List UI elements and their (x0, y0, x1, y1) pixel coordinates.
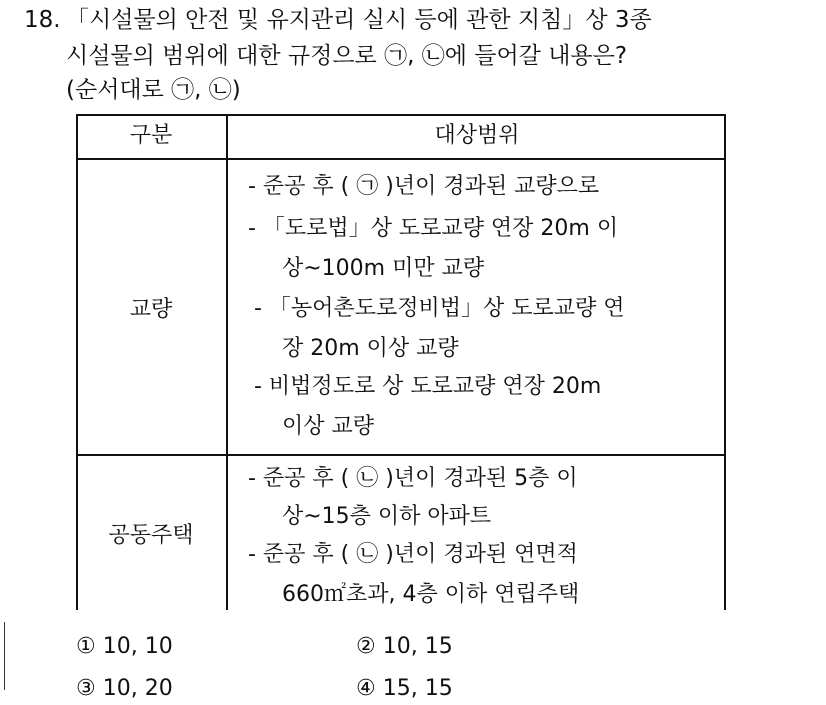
range-line: - 준공 후 ( ㉠ )년이 경과된 교량으로 (248, 174, 600, 199)
range-line: 장 20m 이상 교량 (282, 336, 459, 361)
question-text-line-3: (순서대로 ㉠, ㉡) (66, 77, 241, 103)
range-line: 상~15층 이하 아파트 (282, 504, 492, 529)
answer-choice-4[interactable]: ④ 15, 15 (356, 676, 453, 701)
range-line: - 준공 후 ( ㉡ )년이 경과된 5층 이 (248, 466, 578, 491)
range-line: - 「도로법」상 도로교량 연장 20m 이 (248, 216, 619, 241)
answer-choice-1[interactable]: ① 10, 10 (76, 634, 173, 659)
answer-choice-2[interactable]: ② 10, 15 (356, 634, 453, 659)
row-category-apartment: 공동주택 (108, 523, 194, 548)
table-header-category: 구분 (129, 123, 173, 148)
range-line: 상~100m 미만 교량 (282, 256, 485, 281)
answer-choice-3[interactable]: ③ 10, 20 (76, 676, 173, 701)
table-header-range: 대상범위 (434, 123, 520, 148)
range-line: 이상 교량 (282, 414, 375, 439)
range-line: 660㎡초과, 4층 이하 연립주택 (282, 582, 580, 607)
table-row-divider (76, 454, 726, 456)
table-column-divider (226, 114, 228, 610)
range-line: - 준공 후 ( ㉡ )년이 경과된 연면적 (248, 542, 578, 567)
range-line: - 「농어촌도로정비법」상 도로교량 연 (254, 296, 625, 321)
margin-divider (4, 622, 5, 690)
criteria-table (76, 114, 726, 610)
question-number: 18. (24, 7, 61, 33)
table-border-top (76, 114, 726, 116)
table-header-divider (76, 158, 726, 160)
question-text-line-1: 「시설물의 안전 및 유지관리 실시 등에 관한 지침」상 3종 (66, 7, 652, 33)
row-category-bridge: 교량 (129, 297, 173, 322)
range-line: - 비법정도로 상 도로교량 연장 20m (254, 374, 602, 399)
table-border-right (724, 114, 726, 610)
question-text-line-2: 시설물의 범위에 대한 규정으로 ㉠, ㉡에 들어갈 내용은? (66, 43, 628, 69)
